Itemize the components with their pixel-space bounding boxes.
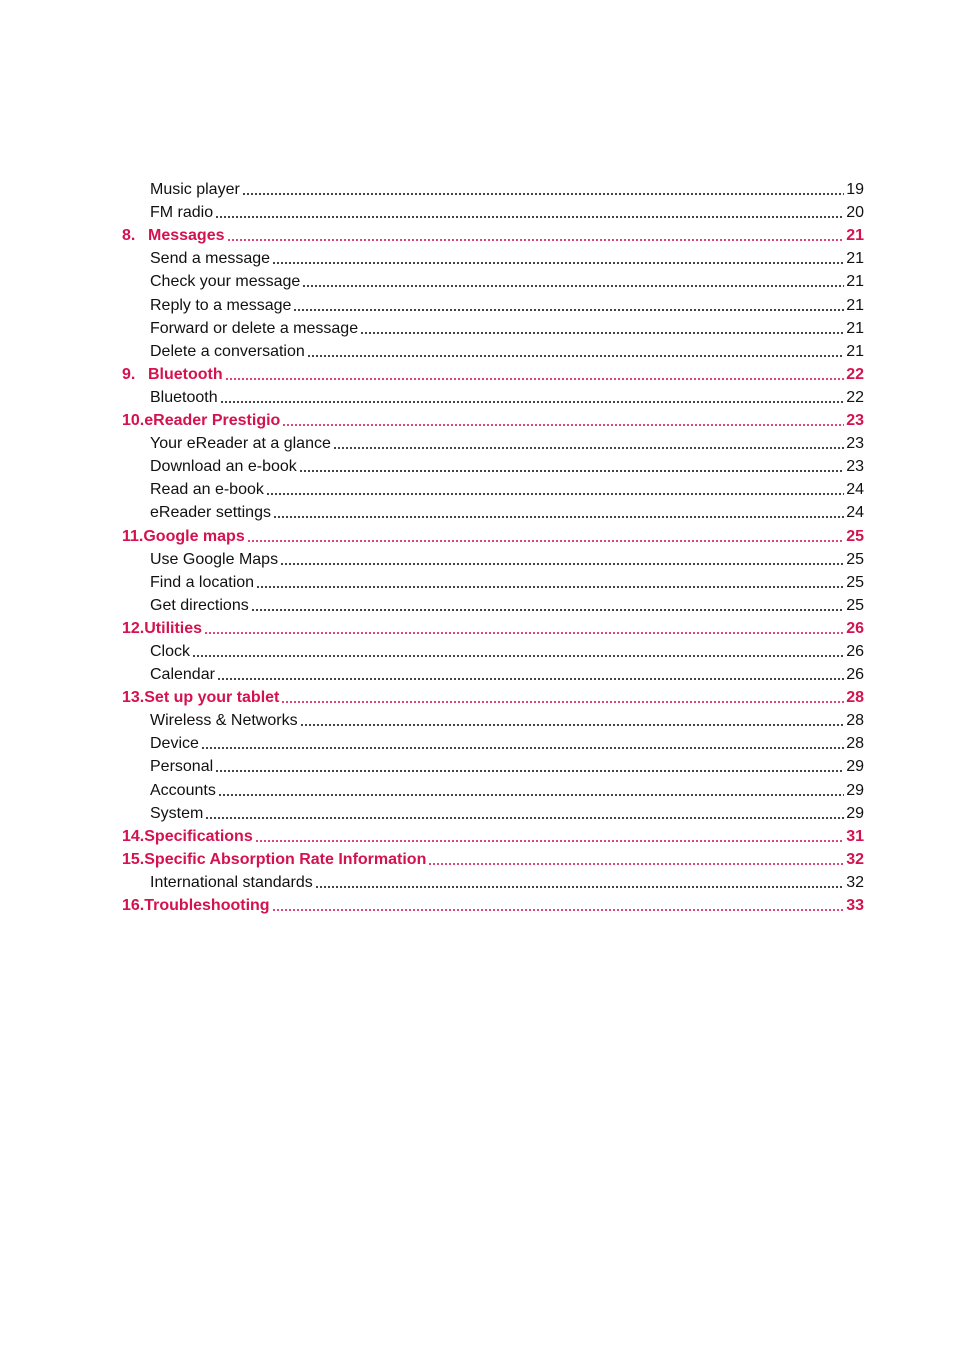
toc-section-entry[interactable]: [122, 409, 864, 432]
toc-page-number: 28: [846, 689, 864, 707]
toc-section-number: 10.: [122, 412, 145, 430]
toc-page-number: 24: [846, 481, 864, 499]
toc-entry-title: Calendar: [150, 666, 215, 684]
toc-section-number: 14.: [122, 827, 145, 845]
toc-entry-title: Utilities: [144, 619, 203, 637]
dot-leader: [247, 539, 844, 543]
dot-leader: [256, 585, 844, 589]
toc-entry-title: FM radio: [150, 204, 214, 222]
toc-page-number: 25: [846, 596, 864, 614]
toc-subentry[interactable]: [122, 201, 864, 224]
dot-leader: [204, 631, 844, 635]
toc-entry-title: Messages: [148, 227, 225, 245]
dot-leader: [227, 238, 845, 242]
toc-subentry[interactable]: [122, 386, 864, 409]
toc-section-number: 13.: [122, 689, 145, 707]
toc-entry-title: Your eReader at a glance: [150, 435, 331, 453]
toc-section-entry[interactable]: [122, 524, 864, 547]
toc-page-number: 21: [846, 342, 864, 360]
toc-entry-title: Bluetooth: [150, 388, 218, 406]
toc-entry-title: Check your message: [150, 273, 301, 291]
toc-entry-title: Forward or delete a message: [150, 319, 359, 337]
toc-subentry[interactable]: [122, 594, 864, 617]
toc-subentry[interactable]: [122, 247, 864, 270]
toc-section-number: 15.: [122, 850, 145, 868]
toc-subentry[interactable]: [122, 270, 864, 293]
dot-leader: [218, 793, 844, 797]
toc-subentry[interactable]: [122, 501, 864, 524]
toc-subentry[interactable]: [122, 640, 864, 663]
dot-leader: [281, 700, 844, 704]
toc-page-number: 19: [846, 181, 864, 199]
dot-leader: [272, 261, 844, 265]
toc-entry-title: Troubleshooting: [144, 897, 270, 914]
toc-page-number: 24: [846, 504, 864, 522]
dot-leader: [307, 354, 844, 358]
toc-entry-title: Read an e-book: [150, 481, 264, 499]
toc-entry-title: Personal: [150, 758, 214, 776]
dot-leader: [300, 723, 845, 727]
dot-leader: [280, 562, 844, 566]
toc-subentry[interactable]: [122, 709, 864, 732]
toc-subentry[interactable]: [122, 871, 864, 894]
toc-page-number: 25: [846, 527, 864, 545]
toc-section-entry[interactable]: [122, 848, 864, 871]
toc-entry-title: eReader settings: [150, 504, 271, 522]
toc-entry-title: Get directions: [150, 596, 249, 614]
dot-leader: [266, 492, 844, 496]
dot-leader: [293, 308, 844, 312]
toc-section-entry[interactable]: [122, 894, 864, 917]
toc-page-number: 23: [846, 435, 864, 453]
toc-entry-title: Specifications: [144, 827, 253, 845]
toc-page-number: 28: [846, 712, 864, 730]
dot-leader: [220, 400, 845, 404]
dot-leader: [201, 746, 844, 750]
toc-page-number: 28: [846, 735, 864, 753]
toc-section-entry[interactable]: [122, 686, 864, 709]
dot-leader: [273, 515, 844, 519]
dot-leader: [299, 469, 844, 473]
toc-entry-title: Google maps: [143, 527, 245, 545]
dot-leader: [215, 215, 844, 219]
toc-subentry[interactable]: [122, 340, 864, 363]
dot-leader: [302, 284, 844, 288]
toc-page-number: 29: [846, 781, 864, 799]
toc-entry-title: Delete a conversation: [150, 342, 305, 360]
toc-subentry[interactable]: [122, 432, 864, 455]
toc-page-number: 29: [846, 804, 864, 822]
toc-page-number: 21: [846, 250, 864, 268]
dot-leader: [255, 839, 844, 843]
toc-entry-title: Wireless & Networks: [150, 712, 298, 730]
toc-page-number: 32: [846, 850, 864, 868]
toc-page-number: 23: [846, 458, 864, 476]
toc-page-number: 32: [846, 873, 864, 891]
toc-entry-title: Clock: [150, 642, 191, 660]
toc-subentry[interactable]: [122, 571, 864, 594]
toc-section-entry[interactable]: [122, 617, 864, 640]
toc-page-number: 21: [846, 319, 864, 337]
toc-entry-title: Download an e-book: [150, 458, 297, 476]
toc-entry-title: Bluetooth: [148, 365, 223, 383]
toc-page-number: 25: [846, 573, 864, 591]
toc-page-number: 25: [846, 550, 864, 568]
toc-entry-title: Find a location: [150, 573, 255, 591]
dot-leader: [205, 816, 844, 820]
toc-section-number: 16.: [122, 897, 145, 914]
dot-leader: [315, 885, 844, 889]
dot-leader: [217, 677, 844, 681]
toc-page-number: 21: [846, 296, 864, 314]
toc-subentry[interactable]: [122, 802, 864, 825]
dot-leader: [360, 331, 844, 335]
dot-leader: [272, 908, 845, 912]
toc-page-number: 26: [846, 619, 864, 637]
toc-entry-title: eReader Prestigio: [144, 412, 281, 430]
toc-entry-title: Reply to a message: [150, 296, 292, 314]
dot-leader: [333, 446, 844, 450]
toc-entry-title: Music player: [150, 181, 240, 199]
toc-section-number: 11.: [122, 527, 144, 545]
dot-leader: [225, 377, 845, 381]
toc-subentry[interactable]: [122, 178, 864, 201]
table-of-contents: [122, 178, 864, 917]
toc-subentry[interactable]: [122, 317, 864, 340]
toc-subentry[interactable]: [122, 778, 864, 801]
toc-subentry[interactable]: [122, 548, 864, 571]
toc-entry-title: Device: [150, 735, 199, 753]
toc-page-number: 33: [846, 897, 864, 914]
toc-entry-title: Set up your tablet: [144, 689, 280, 707]
toc-entry-title: Send a message: [150, 250, 271, 268]
toc-entry-title: Specific Absorption Rate Information: [144, 850, 427, 868]
dot-leader: [215, 769, 844, 773]
dot-leader: [428, 862, 844, 866]
toc-section-number: 9.: [122, 365, 136, 383]
toc-entry-title: Accounts: [150, 781, 216, 799]
dot-leader: [251, 608, 844, 612]
toc-section-entry[interactable]: [122, 224, 864, 247]
dot-leader: [192, 654, 844, 658]
toc-section-number: 8.: [122, 227, 136, 245]
toc-page-number: 23: [846, 412, 864, 430]
toc-section-entry[interactable]: [122, 363, 864, 386]
toc-page-number: 20: [846, 204, 864, 222]
toc-subentry[interactable]: [122, 663, 864, 686]
toc-subentry[interactable]: [122, 478, 864, 501]
toc-page-number: 29: [846, 758, 864, 776]
toc-page-number: 31: [846, 827, 864, 845]
dot-leader: [242, 192, 844, 196]
toc-page-number: 22: [846, 388, 864, 406]
dot-leader: [282, 423, 844, 427]
toc-page-number: 21: [846, 273, 864, 291]
toc-subentry[interactable]: [122, 293, 864, 316]
toc-page-number: 26: [846, 642, 864, 660]
toc-entry-title: Use Google Maps: [150, 550, 279, 568]
toc-subentry[interactable]: [122, 732, 864, 755]
toc-section-entry[interactable]: [122, 825, 864, 848]
toc-section-number: 12.: [122, 619, 145, 637]
toc-page-number: 22: [846, 365, 864, 383]
toc-page-number: 26: [846, 666, 864, 684]
toc-subentry[interactable]: [122, 755, 864, 778]
toc-entry-title: System: [150, 804, 204, 822]
toc-page-number: 21: [846, 227, 864, 245]
toc-subentry[interactable]: [122, 455, 864, 478]
toc-entry-title: International standards: [150, 873, 313, 891]
